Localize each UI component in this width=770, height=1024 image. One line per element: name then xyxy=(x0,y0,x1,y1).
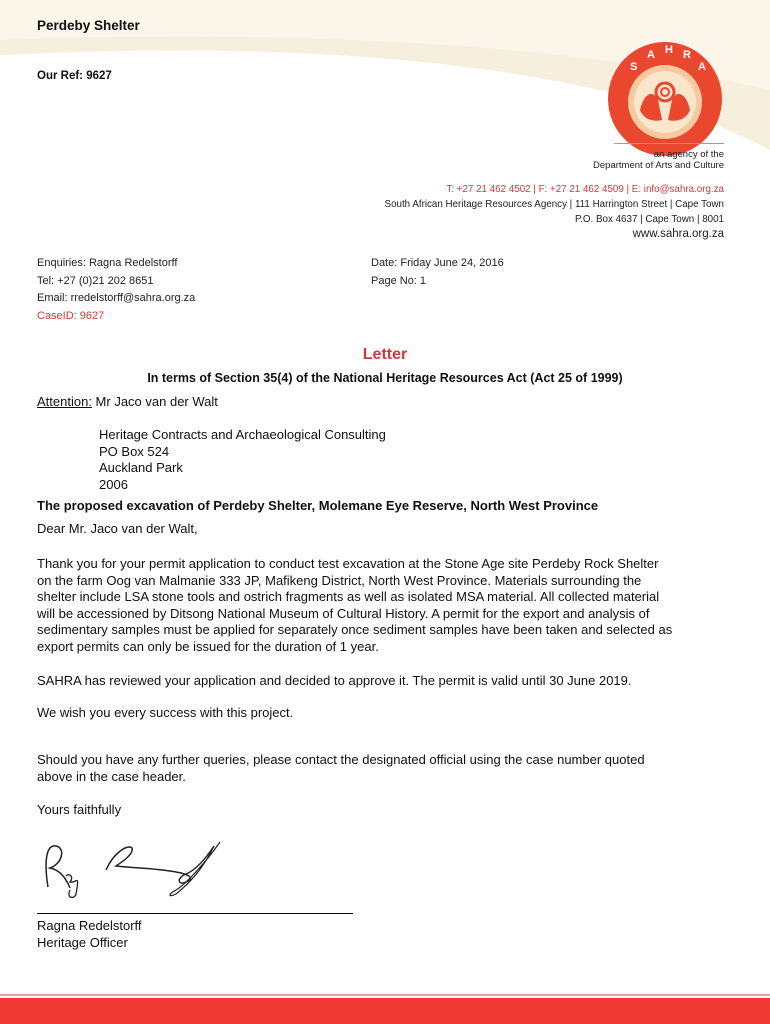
page-number: Page No: 1 xyxy=(371,274,427,287)
act-reference: In terms of Section 35(4) of the National Heritage Resources Act (Act 25 of 1999) xyxy=(147,371,623,385)
letter-date: Date: Friday June 24, 2016 xyxy=(371,257,504,269)
logo-letter: S xyxy=(630,61,638,73)
telephone: Tel: +27 (0)21 202 8651 xyxy=(37,274,154,287)
attention-label: Attention: xyxy=(37,394,92,409)
wish-paragraph: We wish you every success with this project. xyxy=(37,705,294,720)
logo-letter: H xyxy=(665,44,673,56)
contact-phone-email: T: +27 21 462 4502 | F: +27 21 462 4509 | E: info@sahra.org.za xyxy=(446,184,724,195)
case-id: CaseID: 9627 xyxy=(37,309,105,322)
address-line: 2006 xyxy=(99,476,128,492)
date-block xyxy=(371,255,504,290)
signature-line xyxy=(37,913,353,914)
approval-paragraph: SAHRA has reviewed your application and decided to approve it. The permit is valid until 30 June 2019. xyxy=(37,673,632,688)
footer-bar xyxy=(0,998,770,1024)
logo-letter: A xyxy=(698,61,706,73)
address-line: Heritage Contracts and Archaeological Consulting xyxy=(99,427,386,442)
body-line: shelter include LSA stone tools and ostrich fragments as well as isolated MSA material. All collected material xyxy=(37,589,660,604)
website-link[interactable]: www.sahra.org.za xyxy=(632,228,724,240)
agency-line2: Department of Arts and Culture xyxy=(593,160,724,171)
enquiries: Enquiries: Ragna Redelstorff xyxy=(37,257,178,269)
body-line: export permits can only be issued for the duration of 1 year. xyxy=(37,638,379,654)
attention-line xyxy=(37,394,218,411)
closing: Yours faithfully xyxy=(37,802,122,817)
email[interactable]: Email: rredelstorff@sahra.org.za xyxy=(37,292,196,304)
signatory-name: Ragna Redelstorff xyxy=(37,918,142,933)
footer-accent-line xyxy=(0,994,770,996)
agency-line1: an agency of the xyxy=(653,149,724,160)
sahra-logo xyxy=(606,40,724,158)
letter-heading: Letter xyxy=(362,346,408,363)
contact-address: South African Heritage Resources Agency | 111 Harrington Street | Cape Town xyxy=(384,199,724,210)
signatory-block xyxy=(37,918,742,951)
address-line: Auckland Park xyxy=(99,460,183,475)
body-line: will be accessioned by Ditsong National Museum of Cultural History. A permit for the export and analysis of xyxy=(37,605,650,621)
body-line: on the farm Oog van Malmanie 333 JP, Mafikeng District, North West Province. Materials surrounding the xyxy=(37,572,642,588)
recipient-address xyxy=(99,427,386,493)
body-line: Thank you for your permit application to conduct test excavation at the Stone Age site Perdeby Rock Shelter xyxy=(37,556,659,571)
queries-paragraph xyxy=(37,752,742,785)
site-name: Perdeby Shelter xyxy=(37,18,140,33)
letter-subject: The proposed excavation of Perdeby Shelter, Molemane Eye Reserve, North West Province xyxy=(37,498,599,513)
body-line: sedimentary samples must be applied for separately once sediment samples have been taken and selected as xyxy=(37,622,673,637)
logo-letter: R xyxy=(683,49,691,61)
body-paragraph xyxy=(37,556,742,655)
agency-divider xyxy=(614,143,724,144)
logo-letter: A xyxy=(647,49,655,61)
queries-line: Should you have any further queries, please contact the designated official using the case number quoted xyxy=(37,752,645,767)
salutation: Dear Mr. Jaco van der Walt, xyxy=(37,521,198,536)
queries-line: above in the case header. xyxy=(37,768,186,784)
contact-po-box: P.O. Box 4637 | Cape Town | 8001 xyxy=(574,214,724,225)
attention-name: Mr Jaco van der Walt xyxy=(91,394,218,409)
handwritten-signature xyxy=(36,832,236,902)
our-ref: Our Ref: 9627 xyxy=(37,70,112,82)
enquiries-block xyxy=(37,255,195,325)
address-line: PO Box 524 xyxy=(99,443,170,459)
agency-contact-block xyxy=(385,182,724,242)
signatory-title: Heritage Officer xyxy=(37,934,128,950)
